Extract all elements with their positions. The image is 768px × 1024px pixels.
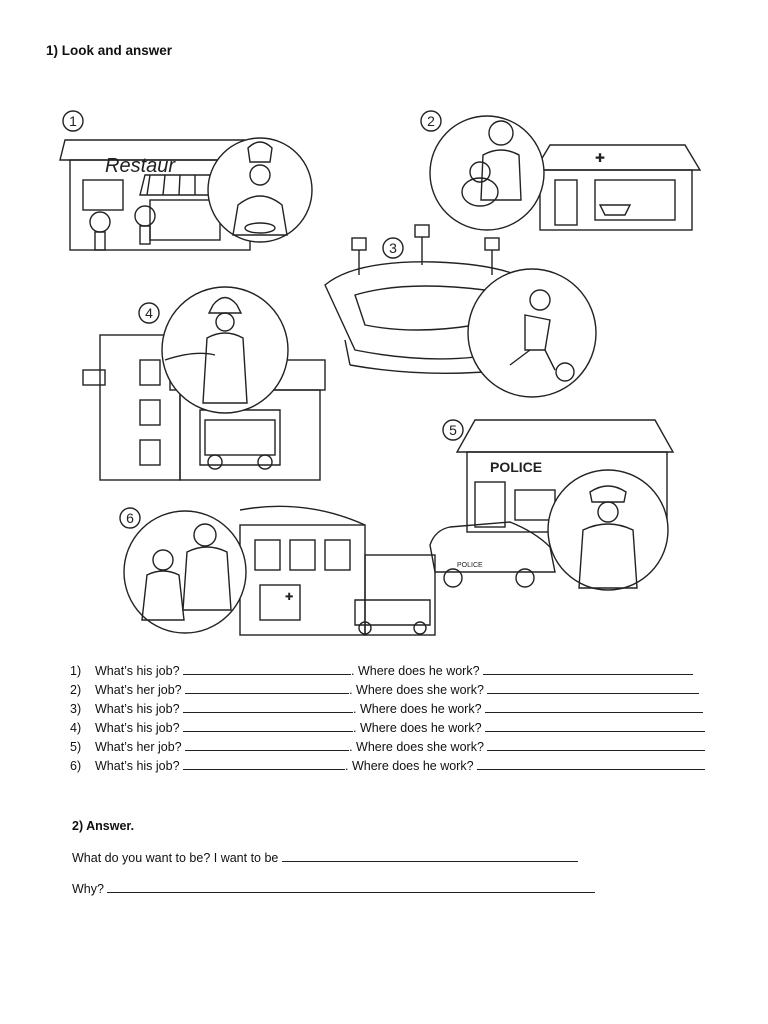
- question-row: [70, 756, 730, 775]
- why-blank[interactable]: [107, 879, 595, 893]
- question-number: 1): [70, 664, 82, 678]
- workplace-answer-blank[interactable]: [487, 737, 705, 751]
- worksheet-heading: 1) Look and answer: [46, 43, 173, 58]
- question-list: [70, 661, 730, 775]
- workplace-answer-blank[interactable]: [485, 699, 703, 713]
- want-to-be-blank[interactable]: [282, 848, 578, 862]
- workplace-question: . Where does he work?: [353, 721, 486, 735]
- want-to-be-text: What do you want to be? I want to be: [72, 851, 282, 865]
- scene-number: 6: [126, 510, 134, 526]
- police-sign: POLICE: [490, 459, 543, 475]
- scene-number: 5: [449, 422, 457, 438]
- job-answer-blank[interactable]: [183, 699, 353, 713]
- question-number: 3): [70, 702, 82, 716]
- job-answer-blank[interactable]: [183, 718, 353, 732]
- question-row: [70, 737, 730, 756]
- svg-text:✚: ✚: [595, 151, 606, 165]
- vet-scene: [421, 111, 700, 230]
- job-answer-blank[interactable]: [185, 737, 349, 751]
- police-scene: [430, 420, 673, 590]
- restaurant-sign: Restaur: [105, 155, 176, 177]
- question-row: [70, 718, 730, 737]
- question-row: [70, 699, 730, 718]
- question-number: 4): [70, 721, 82, 735]
- job-question: What’s his job?: [95, 702, 184, 716]
- scene-number: 3: [389, 240, 397, 256]
- why-text: Why?: [72, 882, 108, 896]
- workplace-question: . Where does he work?: [353, 702, 486, 716]
- hospital-scene: [120, 506, 435, 635]
- scene-number: 2: [427, 113, 435, 129]
- question-number: 2): [70, 683, 82, 697]
- job-question: What’s his job?: [95, 759, 184, 773]
- workplace-answer-blank[interactable]: [477, 756, 705, 770]
- police-car-label: POLICE: [457, 562, 483, 569]
- workplace-answer-blank[interactable]: [487, 680, 699, 694]
- workplace-answer-blank[interactable]: [485, 718, 705, 732]
- stadium-scene: [325, 225, 596, 397]
- question-row: [70, 661, 730, 680]
- job-question: What’s his job?: [95, 721, 184, 735]
- workplace-answer-blank[interactable]: [483, 661, 693, 675]
- job-question: What’s her job?: [95, 683, 186, 697]
- workplace-question: . Where does he work?: [351, 664, 484, 678]
- fire-station-scene: [83, 287, 325, 480]
- question-number: 6): [70, 759, 82, 773]
- why-question: [72, 879, 595, 896]
- workplace-question: . Where does he work?: [345, 759, 478, 773]
- scene-number: 4: [145, 305, 153, 321]
- want-to-be-question: [72, 848, 578, 865]
- restaurant-scene: [60, 111, 312, 250]
- svg-text:✚: ✚: [285, 592, 294, 603]
- job-question: What’s his job?: [95, 664, 184, 678]
- question-row: [70, 680, 730, 699]
- job-answer-blank[interactable]: [183, 756, 345, 770]
- section2-title: 2) Answer.: [72, 819, 135, 833]
- question-number: 5): [70, 740, 82, 754]
- scene-number: 1: [69, 113, 77, 129]
- workplace-question: . Where does she work?: [349, 683, 488, 697]
- workplace-question: . Where does she work?: [349, 740, 488, 754]
- job-answer-blank[interactable]: [183, 661, 351, 675]
- job-answer-blank[interactable]: [185, 680, 349, 694]
- job-question: What’s her job?: [95, 740, 186, 754]
- jobs-illustration: [55, 100, 715, 648]
